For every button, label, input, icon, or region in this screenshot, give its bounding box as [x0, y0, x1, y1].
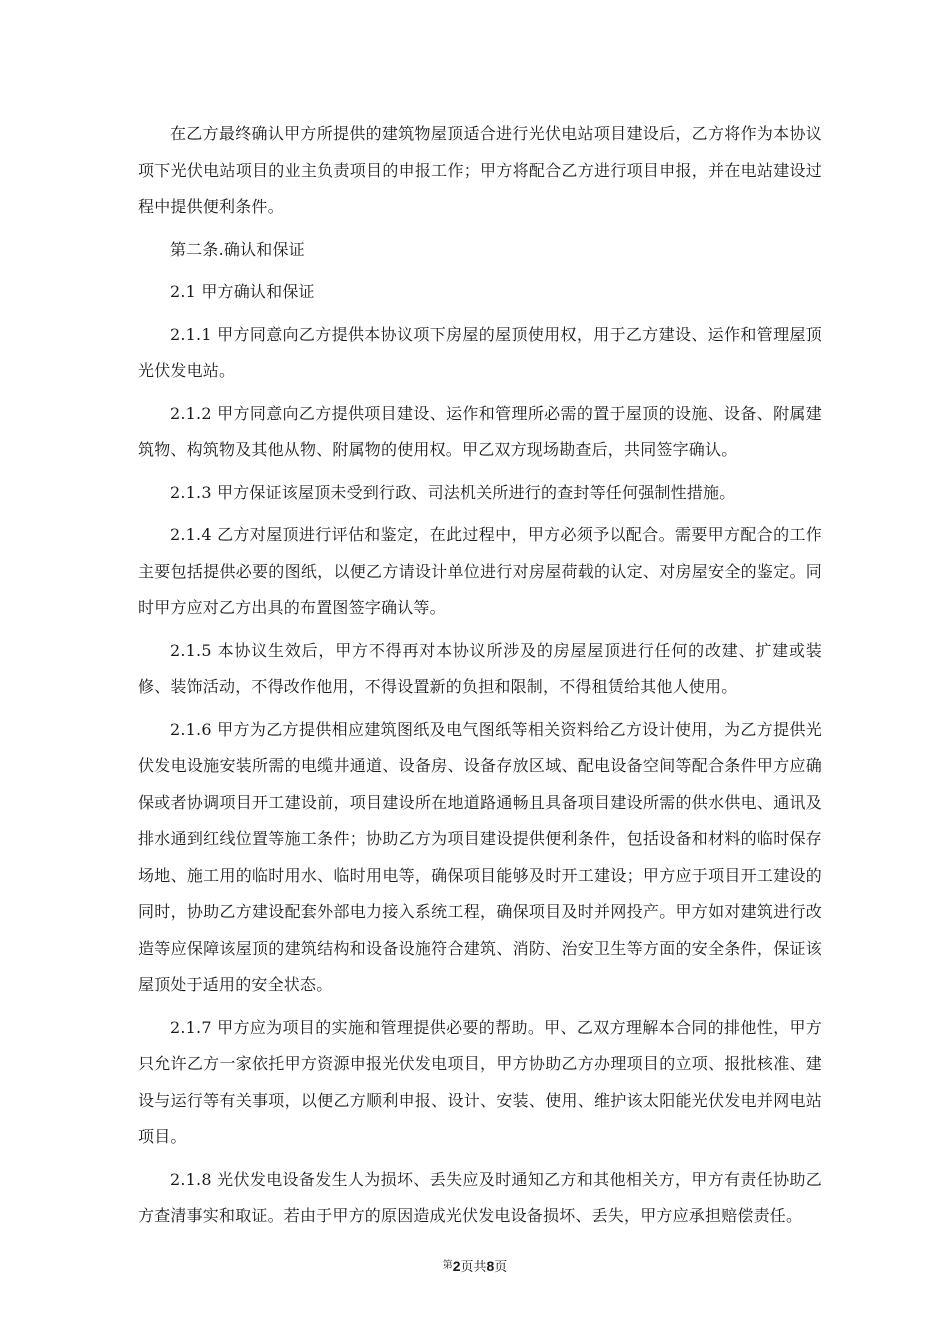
page-footer: [0, 1256, 950, 1275]
clause-2-1-1: 2.1.1 甲方同意向乙方提供本协议项下房屋的屋顶使用权，用于乙方建设、运作和管理屋顶光伏发电站。: [138, 324, 822, 380]
clause-2-1-4: 2.1.4 乙方对屋顶进行评估和鉴定，在此过程中，甲方必须予以配合。需要甲方配合的工作主要包括提供必要的图纸，以便乙方请设计单位进行对房屋荷载的认定、对房屋安全的鉴定。同时甲方应对乙方出具的布置图签字确认等。: [138, 525, 822, 617]
section-heading-article-2: 第二条.确认和保证: [170, 239, 305, 259]
footer-prefix: 第: [442, 1260, 453, 1271]
clause-2-1-3: 2.1.3 甲方保证该屋顶未受到行政、司法机关所进行的查封等任何强制性措施。: [170, 482, 736, 502]
clause-2-1-6: 2.1.6 甲方为乙方提供相应建筑图纸及电气图纸等相关资料给乙方设计使用，为乙方提供光伏发电设施安装所需的电缆井通道、设备房、设备存放区域、配电设备空间等配合条件甲方应确保或者协调项目开工建设前，项目建设所在地道路通畅且具备项目建设所需的供水供电、通讯及排水通到红线位置等施工条件；协助乙方为项目建设提供便利条件，包括设备和材料的临时保存场地、施工用的临时用水、临时用电等，确保项目能够及时开工建设；甲方应于项目开工建设的同时，协助乙方建设配套外部电力接入系统工程，确保项目及时并网投产。甲方如对建筑进行改造等应保障该屋顶的建筑结构和设备设施符合建筑、消防、治安卫生等方面的安全条件，保证该屋顶处于适用的安全状态。: [138, 719, 822, 994]
paragraph-intro: 在乙方最终确认甲方所提供的建筑物屋顶适合进行光伏电站项目建设后，乙方将作为本协议项下光伏电站项目的业主负责项目的申报工作；甲方将配合乙方进行项目申报，并在电站建设过程中提供便利条件。: [138, 124, 822, 216]
footer-page-number: 2: [452, 1258, 461, 1274]
footer-total-pages: 8: [486, 1258, 495, 1274]
clause-2-1-7: 2.1.7 甲方应为项目的实施和管理提供必要的帮助。甲、乙双方理解本合同的排他性，甲方只允许乙方一家依托甲方资源申报光伏发电项目，甲方协助乙方办理项目的立项、报批核准、建设与运行等有关事项，以便乙方顺利申报、设计、安装、使用、维护该太阳能光伏发电并网电站项目。: [138, 1017, 822, 1146]
footer-suffix: 页: [494, 1260, 508, 1275]
clause-2-1-2: 2.1.2 甲方同意向乙方提供项目建设、运作和管理所必需的置于屋顶的设施、设备、附属建筑物、构筑物及其他从物、附属物的使用权。甲乙双方现场勘查后，共同签字确认。: [138, 403, 822, 459]
clause-2-1-8: 2.1.8 光伏发电设备发生人为损坏、丢失应及时通知乙方和其他相关方，甲方有责任协助乙方查清事实和取证。若由于甲方的原因造成光伏发电设备损坏、丢失，甲方应承担赔偿责任。: [138, 1169, 822, 1225]
subsection-heading-2-1: 2.1 甲方确认和保证: [170, 282, 315, 301]
clause-2-1-5: 2.1.5 本协议生效后，甲方不得再对本协议所涉及的房屋屋顶进行任何的改建、扩建或装修、装饰活动，不得改作他用，不得设置新的负担和限制，不得租赁给其他人使用。: [138, 640, 822, 696]
footer-middle: 页共: [460, 1260, 487, 1275]
document-body: [138, 116, 822, 1241]
